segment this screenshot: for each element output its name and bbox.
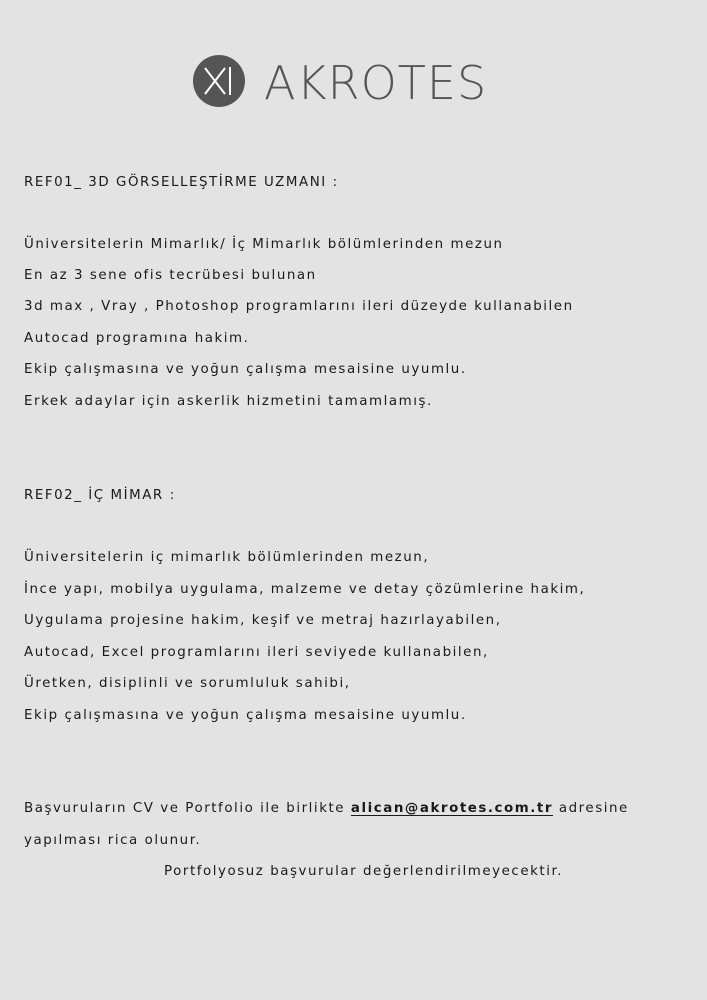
ref01-item: En az 3 sene ofis tecrübesi bulunan	[24, 268, 317, 283]
ref01-item: 3d max , Vray , Photoshop programlarını ileri düzeyde kullanabilen	[24, 299, 574, 314]
email-link[interactable]: alican@akrotes.com.tr	[350, 801, 554, 816]
akrotes-circle-x-icon	[192, 54, 246, 108]
apply-prefix: Başvuruların CV ve Portfolio ile birlikte	[24, 801, 351, 816]
ref01-item: Autocad programına hakim.	[24, 331, 250, 346]
ref01-item: Ekip çalışmasına ve yoğun çalışma mesaisine uyumlu.	[24, 362, 467, 377]
company-logo	[192, 34, 488, 134]
ref02-item: Üretken, disiplinli ve sorumluluk sahibi,	[24, 676, 351, 691]
ref02-item: Uygulama projesine hakim, keşif ve metraj hazırlayabilen,	[24, 613, 502, 628]
apply-instructions-line2: yapılması rica olunur.	[24, 833, 202, 848]
ref02-heading: REF02_ İÇ MİMAR :	[24, 488, 176, 503]
brand-name: AKROTES	[264, 56, 488, 110]
ref02-item: İnce yapı, mobilya uygulama, malzeme ve detay çözümlerine hakim,	[24, 582, 586, 597]
ref02-item: Autocad, Excel programlarını ileri seviyede kullanabilen,	[24, 645, 489, 660]
ref01-item: Erkek adaylar için askerlik hizmetini tamamlamış.	[24, 394, 433, 409]
ref01-item: Üniversitelerin Mimarlık/ İç Mimarlık bölümlerinden mezun	[24, 237, 504, 252]
ref02-item: Üniversitelerin iç mimarlık bölümlerinden mezun,	[24, 550, 430, 565]
portfolio-note: Portfolyosuz başvurular değerlendirilmeyecektir.	[164, 864, 564, 879]
ref01-heading: REF01_ 3D GÖRSELLEŞTİRME UZMANI :	[24, 175, 339, 190]
apply-instructions	[24, 800, 629, 818]
apply-suffix: adresine	[553, 801, 629, 816]
ref02-item: Ekip çalışmasına ve yoğun çalışma mesaisine uyumlu.	[24, 708, 467, 723]
